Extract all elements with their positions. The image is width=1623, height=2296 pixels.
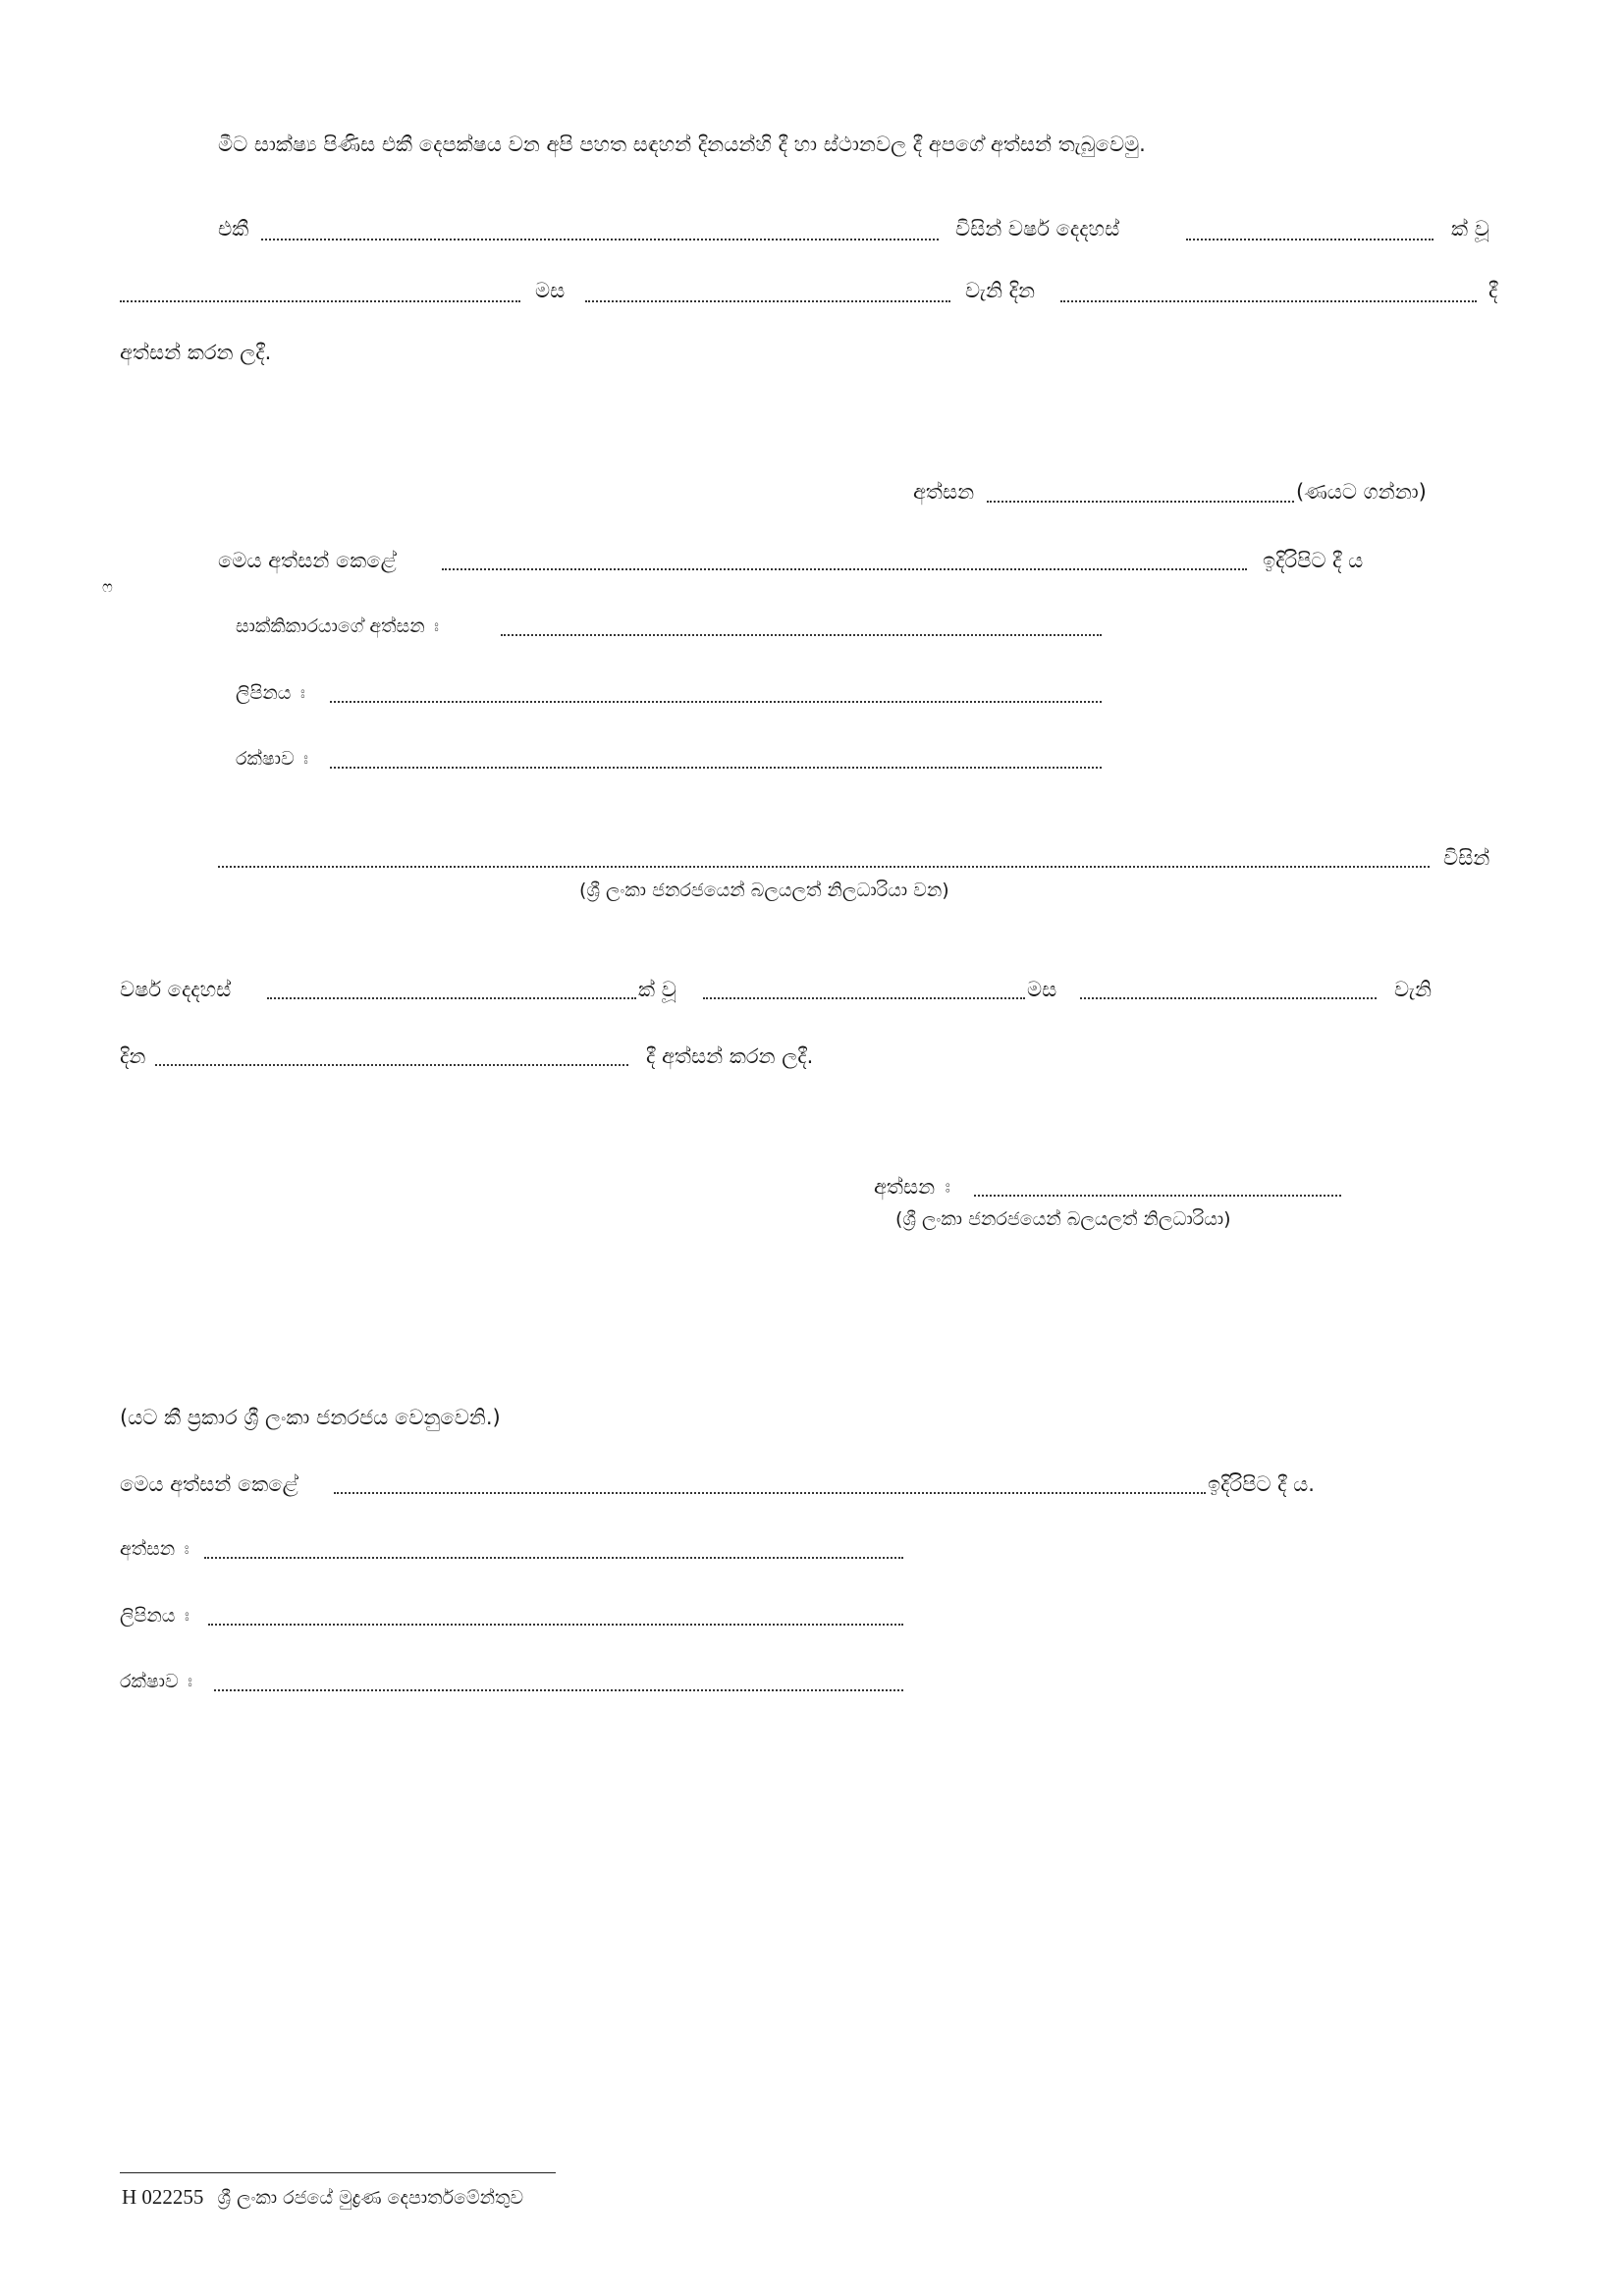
intro-text: මීට සාක්ෂ්‍ය පිණිස එකී දෙපක්ෂය වන අපි පහත සඳහන් දිනයන්හි දී හා ස්ථානවල දී අපගේ අත්සන් තැබුවෙමු. — [218, 133, 1146, 156]
official-sig-field[interactable] — [974, 1195, 1341, 1197]
eki-label: එකී — [218, 217, 249, 240]
official-sig-label: අත්සන ඃ — [874, 1175, 950, 1199]
masa-label-2: මස — [1027, 978, 1057, 1001]
witness1-name-field[interactable] — [442, 568, 1247, 570]
k-vu-label: ක් වූ — [1451, 217, 1489, 240]
borrower-role: (ණයට ගන්නා) — [1296, 480, 1427, 504]
footer-text: ශ්‍රී ලංකා රජයේ මුද්‍රණ දෙපාර්තමේන්තුව — [217, 2187, 524, 2209]
borrower-sig-field[interactable] — [987, 501, 1294, 503]
address-field-1[interactable] — [330, 701, 1102, 703]
vani-label-2: වැනි — [1394, 978, 1433, 1001]
sig-label-2: අත්සන ඃ — [120, 1538, 189, 1560]
year-field-1[interactable] — [1186, 239, 1434, 240]
address-label-2: ලිපිනය ඃ — [120, 1605, 189, 1627]
witness2-before: මෙය අත්සන් කෙළේ — [120, 1472, 298, 1496]
official-sig-caption: (ශ්‍රී ලංකා ජනරජයෙන් බලයලත් නිලධාරියා) — [895, 1208, 1231, 1230]
on-behalf-text: (යට කී ප්‍රකාර ශ්‍රී ලංකා ජනරජය වෙනුවෙනි.) — [120, 1406, 501, 1429]
witness2-after: ඉදිරිපිට දී ය. — [1208, 1472, 1315, 1496]
margin-mark: ෆ — [102, 577, 113, 596]
witness-sig-field[interactable] — [501, 634, 1102, 636]
year-suffix-field-1[interactable] — [120, 300, 520, 302]
signed-text-1: අත්සන් කරන ලදී. — [120, 341, 272, 364]
month-field-1[interactable] — [585, 300, 950, 302]
official-name-field[interactable] — [218, 866, 1430, 868]
witness1-after: ඉදිරිපිට දී ය — [1263, 549, 1364, 572]
k-vu-label-2: ක් වූ — [638, 978, 676, 1001]
witness2-name-field[interactable] — [334, 1492, 1206, 1494]
year-suffix-field-2[interactable] — [703, 997, 1025, 999]
occupation-label-2: රක්ෂාව ඃ — [120, 1671, 193, 1692]
witness-sig-label: සාක්කිකාරයාගේ අත්සන ඃ — [236, 615, 439, 637]
official-caption-1: (ශ්‍රී ලංකා ජනරජයෙන් බලයලත් නිලධාරියා වන) — [579, 880, 949, 901]
footer — [122, 2185, 523, 2210]
dina-label-2: දින — [120, 1044, 146, 1068]
footer-rule — [120, 2172, 556, 2173]
address-label-1: ලිපිනය ඃ — [236, 682, 305, 704]
varsha-label-2: වර්ෂ දෙදහස් — [120, 978, 232, 1001]
visin-varsha-label: විසින් වර්ෂ දෙදහස් — [955, 217, 1120, 240]
footer-code: H 022255 — [122, 2185, 204, 2209]
visin-label: විසින් — [1443, 846, 1490, 870]
signed-text-2: දී අත්සන් කරන ලදී. — [646, 1044, 814, 1068]
day-field-2[interactable] — [155, 1064, 628, 1066]
borrower-sig-label: අත්සන — [913, 480, 975, 504]
vani-dina-label: වැනි දින — [965, 279, 1036, 302]
witness1-before: මෙය අත්සන් කෙළේ — [218, 549, 397, 572]
address-field-2[interactable] — [208, 1624, 903, 1626]
month-field-2[interactable] — [1080, 997, 1377, 999]
di-label: දී — [1488, 279, 1498, 302]
occupation-field-2[interactable] — [214, 1689, 903, 1691]
occupation-field-1[interactable] — [330, 767, 1102, 769]
day-field-1[interactable] — [1060, 300, 1477, 302]
year-field-2[interactable] — [267, 997, 636, 999]
masa-label: මස — [535, 279, 566, 302]
occupation-label-1: රක්ෂාව ඃ — [236, 748, 309, 770]
sig-field-2[interactable] — [204, 1557, 903, 1559]
eki-name-field[interactable] — [261, 239, 939, 240]
